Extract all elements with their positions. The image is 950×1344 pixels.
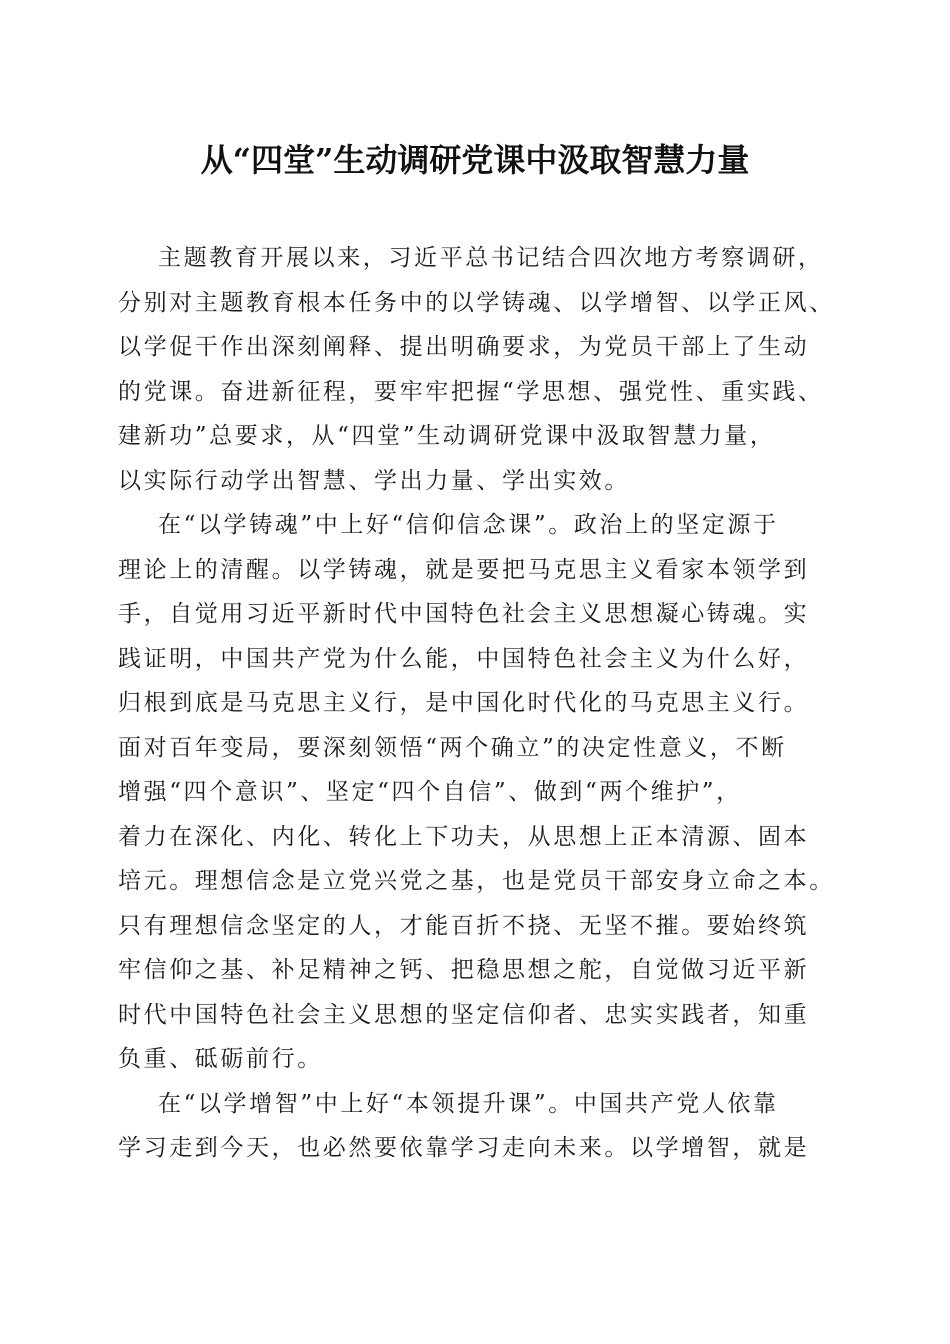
- text-line: 主题教育开展以来，习近平总书记结合四次地方考察调研，: [158, 245, 824, 271]
- text-line: 践证明，中国共产党为什么能，中国特色社会主义为什么好，: [118, 645, 810, 672]
- text-line: 面对百年变局，要深刻领悟“两个确立”的决定性意义，不断: [118, 734, 787, 761]
- text-line: 建新功”总要求，从“四堂”生动调研党课中汲取智慧力量，: [118, 423, 776, 449]
- paragraph-1: [118, 236, 842, 503]
- text-line: 培元。理想信念是立党兴党之基，也是党员干部安身立命之本。: [118, 868, 835, 894]
- text-line: 负重、砥砺前行。: [118, 1046, 323, 1072]
- text-line: 的党课。奋进新征程，要牢牢把握“学思想、强党性、重实践、: [118, 378, 824, 405]
- text-line: 以学促干作出深刻阐释、提出明确要求，为党员干部上了生动: [118, 334, 810, 360]
- text-line: 理论上的清醒。以学铸魂，就是要把马克思主义看家本领学到: [118, 556, 810, 583]
- text-line: 在“以学铸魂”中上好“信仰信念课”。政治上的坚定源于: [158, 512, 779, 538]
- text-line: 分别对主题教育根本任务中的以学铸魂、以学增智、以学正风、: [118, 289, 835, 316]
- text-line: 学习走到今天，也必然要依靠学习走向未来。以学增智，就是: [118, 1135, 810, 1161]
- text-line: 时代中国特色社会主义思想的坚定信仰者、忠实实践者，知重: [118, 1001, 810, 1028]
- text-line: 归根到底是马克思主义行，是中国化时代化的马克思主义行。: [118, 690, 810, 716]
- text-line: 只有理想信念坚定的人，才能百折不挠、无坚不摧。要始终筑: [118, 912, 810, 939]
- paragraph-2: [118, 503, 842, 1082]
- text-line: 手，自觉用习近平新时代中国特色社会主义思想凝心铸魂。实: [118, 601, 810, 627]
- text-line: 以实际行动学出智慧、学出力量、学出实效。: [118, 467, 630, 494]
- document-body: [118, 236, 842, 1171]
- paragraph-3: [118, 1082, 842, 1171]
- text-line: 在“以学增智”中上好“本领提升课”。中国共产党人依靠: [158, 1090, 779, 1117]
- text-line: 增强“四个意识”、坚定“四个自信”、做到“两个维护”，: [118, 779, 742, 805]
- text-line: 牢信仰之基、补足精神之钙、把稳思想之舵，自觉做习近平新: [118, 957, 810, 983]
- text-line: 着力在深化、内化、转化上下功夫，从思想上正本清源、固本: [118, 823, 810, 850]
- document-title: 从“四堂”生动调研党课中汲取智慧力量: [200, 141, 750, 179]
